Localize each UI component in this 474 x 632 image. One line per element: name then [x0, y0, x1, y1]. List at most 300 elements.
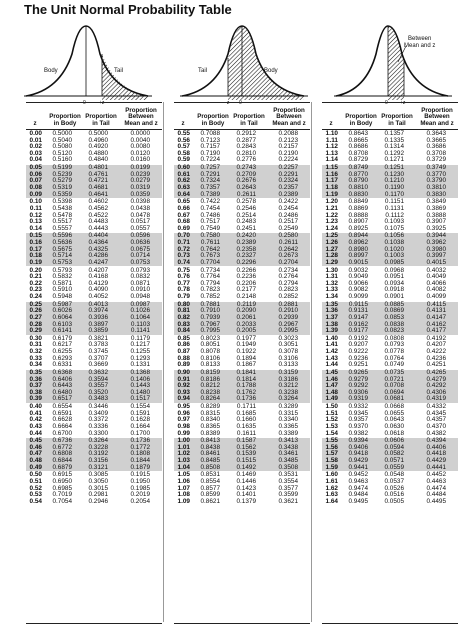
cell-body: 0.8770	[348, 170, 368, 178]
cell-body: 0.5636	[52, 239, 72, 247]
cell-z: 0.98	[177, 422, 190, 430]
cell-tail: 0.4052	[88, 293, 108, 300]
cell-tail: 0.1611	[236, 429, 256, 437]
cell-tail: 0.1170	[384, 190, 404, 198]
cell-body: 0.7580	[200, 232, 220, 240]
cell-between: 0.3907	[426, 218, 446, 226]
cell-body: 0.6293	[52, 354, 72, 362]
cell-z: 0.52	[29, 484, 42, 492]
cell-tail: 0.0505	[384, 497, 404, 505]
cell-tail: 0.1335	[384, 136, 404, 144]
cell-body: 0.7324	[200, 177, 220, 185]
header-z: z	[33, 119, 37, 127]
cell-body: 0.7019	[52, 491, 72, 499]
table-row	[174, 260, 310, 267]
cell-z: 0.26	[29, 307, 42, 315]
cell-tail: 0.3050	[88, 478, 108, 486]
cell-between: 0.3315	[278, 409, 298, 417]
cell-z: 0.16	[29, 239, 42, 247]
cell-z: 1.32	[325, 279, 338, 287]
cell-between: 0.0675	[130, 245, 150, 253]
cell-between: 0.0279	[130, 177, 150, 185]
table-row	[26, 157, 162, 164]
cell-tail: 0.4325	[88, 245, 108, 253]
cell-z: 0.83	[177, 320, 190, 328]
cell-between: 0.4357	[426, 416, 446, 424]
cell-body: 0.6808	[52, 450, 72, 458]
cell-z: 1.30	[325, 266, 338, 274]
cell-body: 0.6141	[52, 327, 72, 335]
cell-tail: 0.1401	[236, 491, 256, 499]
cell-z: 1.34	[325, 293, 338, 300]
cell-body: 0.6915	[52, 471, 72, 479]
table-row	[26, 192, 162, 199]
cell-z: 0.43	[29, 422, 42, 430]
cell-between: 0.2611	[278, 239, 298, 247]
cell-z: 0.58	[177, 149, 190, 157]
cell-between: 0.3810	[426, 183, 446, 191]
cell-z: 1.27	[325, 245, 338, 253]
cell-between: 0.2881	[278, 300, 298, 308]
cell-z: 1.45	[325, 368, 338, 376]
cell-between: 0.1950	[130, 478, 150, 486]
cell-z: 0.40	[29, 403, 42, 411]
cell-body: 0.9429	[348, 457, 368, 465]
cell-body: 0.8944	[348, 232, 368, 240]
cell-between: 0.3186	[278, 375, 298, 383]
cell-z: 0.14	[29, 224, 42, 232]
cell-body: 0.8508	[200, 463, 220, 471]
cell-body: 0.7852	[200, 293, 220, 300]
cell-tail: 0.2389	[236, 239, 256, 247]
cell-between: 0.3508	[278, 463, 298, 471]
normal-curve-between	[332, 20, 472, 106]
cell-body: 0.8599	[200, 491, 220, 499]
cell-tail: 0.1423	[236, 484, 256, 492]
cell-between: 0.4015	[426, 258, 446, 266]
table-rows	[26, 131, 162, 505]
cell-z: 0.36	[29, 375, 42, 383]
cell-body: 0.9131	[348, 307, 368, 315]
cell-body: 0.6772	[52, 443, 72, 451]
cell-body: 0.8531	[200, 471, 220, 479]
cell-body: 0.8962	[348, 239, 368, 247]
cell-body: 0.9357	[348, 416, 368, 424]
cell-body: 0.9279	[348, 375, 368, 383]
table-row	[174, 396, 310, 403]
cell-body: 0.5871	[52, 279, 72, 287]
cell-between: 0.0636	[130, 239, 150, 247]
cell-body: 0.6026	[52, 307, 72, 315]
cell-z: 0.46	[29, 443, 42, 451]
cell-between: 0.3749	[426, 164, 446, 172]
cell-between: 0.4495	[426, 497, 446, 505]
cell-tail: 0.4286	[88, 252, 108, 260]
cell-z: 0.09	[29, 190, 42, 198]
cell-tail: 0.4602	[88, 198, 108, 206]
cell-body: 0.7389	[200, 190, 220, 198]
cell-tail: 0.1587	[236, 437, 256, 445]
cell-between: 0.1141	[130, 327, 150, 335]
cell-z: 0.00	[29, 130, 42, 137]
cell-z: 0.42	[29, 416, 42, 424]
cell-tail: 0.3632	[88, 368, 108, 376]
cell-tail: 0.2946	[88, 497, 108, 505]
cell-tail: 0.2061	[236, 313, 256, 321]
cell-between: 0.0793	[130, 266, 150, 274]
cell-body: 0.7123	[200, 136, 220, 144]
cell-body: 0.9049	[348, 273, 368, 281]
cell-z: 1.57	[325, 450, 338, 458]
cell-body: 0.8078	[200, 348, 220, 356]
cell-between: 0.0517	[130, 218, 150, 226]
cell-tail: 0.4840	[88, 156, 108, 164]
cell-tail: 0.1357	[384, 130, 404, 137]
cell-z: 1.24	[325, 224, 338, 232]
cell-z: 1.35	[325, 300, 338, 308]
cell-between: 0.2088	[278, 130, 298, 137]
cell-body: 0.7257	[200, 164, 220, 172]
table-bottom-rule	[322, 623, 458, 624]
cell-between: 0.2734	[278, 266, 298, 274]
cell-z: 0.37	[29, 382, 42, 390]
cell-tail: 0.0681	[384, 395, 404, 403]
cell-between: 0.3289	[278, 403, 298, 411]
cell-between: 0.1915	[130, 471, 150, 479]
cell-between: 0.2123	[278, 136, 298, 144]
cell-body: 0.5596	[52, 232, 72, 240]
cell-tail: 0.1190	[384, 183, 404, 191]
cell-z: 0.48	[29, 457, 42, 465]
cell-z: 0.17	[29, 245, 42, 253]
cell-z: 0.33	[29, 354, 42, 362]
cell-between: 0.3159	[278, 368, 298, 376]
cell-z: 1.15	[325, 164, 338, 172]
cell-z: 0.67	[177, 211, 190, 219]
cell-z: 0.79	[177, 293, 190, 300]
cell-body: 0.9236	[348, 354, 368, 362]
cell-between: 0.2517	[278, 218, 298, 226]
cell-tail: 0.3897	[88, 320, 108, 328]
cell-z: 1.58	[325, 457, 338, 465]
cell-body: 0.8365	[200, 422, 220, 430]
cell-tail: 0.0853	[384, 313, 404, 321]
cell-body: 0.9394	[348, 437, 368, 445]
cell-body: 0.8830	[348, 190, 368, 198]
cell-tail: 0.0668	[384, 403, 404, 411]
cell-tail: 0.0548	[384, 471, 404, 479]
cell-z: 0.60	[177, 164, 190, 172]
table-row	[26, 499, 162, 506]
cell-z: 1.16	[325, 170, 338, 178]
cell-z: 1.14	[325, 156, 338, 164]
cell-between: 0.0948	[130, 293, 150, 300]
cell-z: 1.28	[325, 252, 338, 260]
curve-label-plus-z: +z	[400, 100, 406, 106]
cell-tail: 0.4364	[88, 239, 108, 247]
cell-z: 0.22	[29, 279, 42, 287]
table-row	[322, 226, 458, 233]
cell-body: 0.8461	[200, 450, 220, 458]
cell-tail: 0.1112	[385, 211, 404, 219]
cell-body: 0.7291	[200, 170, 220, 178]
cell-z: 1.07	[177, 484, 190, 492]
cell-between: 0.4032	[426, 266, 446, 274]
cell-tail: 0.3015	[88, 484, 108, 492]
curve-label-zero: 0	[239, 100, 242, 106]
cell-z: 0.59	[177, 156, 190, 164]
cell-body: 0.9292	[348, 382, 368, 390]
cell-tail: 0.1075	[384, 224, 404, 232]
cell-body: 0.7190	[200, 149, 220, 157]
cell-z: 1.01	[177, 443, 190, 451]
cell-tail: 0.0808	[384, 334, 404, 342]
cell-z: 0.68	[177, 218, 190, 226]
cell-body: 0.6368	[52, 368, 72, 376]
cell-between: 0.4049	[426, 273, 446, 281]
cell-z: 1.63	[325, 491, 338, 499]
cell-body: 0.6406	[52, 375, 72, 383]
cell-tail: 0.4880	[88, 149, 108, 157]
cell-body: 0.9418	[348, 450, 368, 458]
cell-between: 0.0319	[130, 183, 150, 191]
cell-tail: 0.4960	[88, 136, 108, 144]
table-header	[174, 102, 310, 130]
cell-between: 0.2794	[278, 279, 298, 287]
table-row	[26, 294, 162, 301]
cell-body: 0.7224	[200, 156, 220, 164]
cell-body: 0.5160	[52, 156, 72, 164]
cell-z: 1.50	[325, 403, 338, 411]
cell-between: 0.0398	[130, 198, 150, 206]
cell-z: 1.06	[177, 478, 190, 486]
cell-tail: 0.3783	[88, 341, 108, 349]
cell-body: 0.9495	[348, 497, 368, 505]
cell-between: 0.3238	[278, 388, 298, 396]
cell-body: 0.9147	[348, 313, 368, 321]
table-row	[174, 431, 310, 438]
cell-tail: 0.2776	[236, 156, 256, 164]
table-row	[322, 499, 458, 506]
cell-body: 0.8643	[348, 130, 368, 137]
cell-body: 0.9463	[348, 478, 368, 486]
cell-tail: 0.3085	[88, 471, 108, 479]
cell-tail: 0.4404	[88, 232, 108, 240]
cell-z: 0.47	[29, 450, 42, 458]
cell-tail: 0.1210	[384, 177, 404, 185]
cell-z: 1.23	[325, 218, 338, 226]
cell-body: 0.6844	[52, 457, 72, 465]
cell-z: 0.61	[177, 170, 190, 178]
cell-tail: 0.3300	[88, 429, 108, 437]
cell-body: 0.7088	[200, 130, 220, 137]
cell-tail: 0.1736	[236, 395, 256, 403]
cell-body: 0.7157	[200, 143, 220, 151]
curve-label-tail: Tail	[198, 68, 208, 74]
cell-body: 0.7054	[52, 497, 72, 505]
cell-tail: 0.3974	[88, 307, 108, 315]
cell-z: 0.23	[29, 286, 42, 294]
cell-body: 0.7673	[200, 252, 220, 260]
cell-between: 0.2422	[278, 198, 298, 206]
cell-tail: 0.1814	[236, 375, 256, 383]
cell-z: 0.44	[29, 429, 42, 437]
cell-tail: 0.2148	[236, 293, 256, 300]
cell-body: 0.7611	[200, 239, 220, 247]
cell-between: 0.4115	[426, 300, 446, 308]
cell-body: 0.6628	[52, 416, 72, 424]
cell-between: 0.3869	[426, 204, 446, 212]
cell-between: 0.2704	[278, 258, 298, 266]
cell-z: 1.31	[325, 273, 338, 281]
cell-body: 0.8238	[200, 388, 220, 396]
cell-between: 0.3665	[426, 136, 446, 144]
cell-tail: 0.0918	[384, 286, 404, 294]
cell-body: 0.8159	[200, 368, 220, 376]
cell-body: 0.7967	[200, 320, 220, 328]
cell-tail: 0.1894	[236, 354, 256, 362]
cell-body: 0.6443	[52, 382, 72, 390]
cell-body: 0.5319	[52, 183, 72, 191]
cell-between: 0.1443	[130, 382, 150, 390]
cell-between: 0.3577	[278, 484, 298, 492]
cell-z: 0.28	[29, 320, 42, 328]
cell-z: 0.39	[29, 395, 42, 403]
cell-between: 0.4452	[426, 471, 446, 479]
cell-between: 0.1628	[130, 416, 150, 424]
cell-between: 0.3340	[278, 416, 298, 424]
cell-z: 0.45	[29, 437, 42, 445]
cell-z: 0.18	[29, 252, 42, 260]
cell-between: 0.2967	[278, 320, 298, 328]
cell-tail: 0.1922	[236, 348, 256, 356]
cell-tail: 0.0885	[384, 300, 404, 308]
cell-between: 0.3461	[278, 450, 298, 458]
cell-between: 0.2454	[278, 204, 298, 212]
cell-tail: 0.2843	[236, 143, 256, 151]
cell-tail: 0.1230	[384, 170, 404, 178]
cell-between: 0.4319	[426, 395, 446, 403]
cell-tail: 0.1469	[236, 471, 256, 479]
table-row	[322, 465, 458, 472]
cell-body: 0.8438	[200, 443, 220, 451]
cell-tail: 0.2810	[236, 149, 256, 157]
cell-z: 0.76	[177, 273, 190, 281]
cell-tail: 0.0901	[384, 293, 404, 300]
cell-between: 0.4484	[426, 491, 446, 499]
cell-body: 0.9066	[348, 279, 368, 287]
cell-between: 0.4382	[426, 429, 446, 437]
header-tail: Proportion in Tail	[381, 113, 413, 127]
cell-body: 0.7881	[200, 300, 220, 308]
cell-tail: 0.1515	[236, 457, 256, 465]
cell-body: 0.6700	[52, 429, 72, 437]
cell-z: 0.04	[29, 156, 42, 164]
cell-between: 0.0832	[130, 273, 150, 281]
cell-between: 0.3106	[278, 354, 298, 362]
cell-between: 0.2910	[278, 307, 298, 315]
cell-tail: 0.0823	[384, 327, 404, 335]
cell-between: 0.2852	[278, 293, 298, 300]
normal-curve-right-tail	[20, 20, 160, 106]
cell-z: 0.72	[177, 245, 190, 253]
cell-z: 0.21	[29, 273, 42, 281]
cell-tail: 0.1867	[236, 361, 256, 369]
table-row	[322, 294, 458, 301]
cell-z: 0.32	[29, 348, 42, 356]
cell-between: 0.0160	[130, 156, 150, 164]
table-row	[322, 157, 458, 164]
cell-z: 0.80	[177, 300, 190, 308]
cell-tail: 0.2090	[236, 307, 256, 315]
cell-body: 0.9319	[348, 395, 368, 403]
cell-z: 1.26	[325, 239, 338, 247]
cell-z: 1.48	[325, 388, 338, 396]
cell-between: 0.1517	[130, 395, 150, 403]
cell-tail: 0.0559	[384, 463, 404, 471]
cell-z: 1.64	[325, 497, 338, 505]
cell-tail: 0.1788	[236, 382, 256, 390]
cell-body: 0.9207	[348, 341, 368, 349]
table-row	[26, 328, 162, 335]
cell-z: 1.60	[325, 471, 338, 479]
cell-body: 0.6591	[52, 409, 72, 417]
cell-between: 0.2549	[278, 224, 298, 232]
table-row	[174, 226, 310, 233]
cell-body: 0.6664	[52, 422, 72, 430]
cell-tail: 0.0694	[384, 388, 404, 396]
cell-between: 0.0359	[130, 190, 150, 198]
cell-z: 1.25	[325, 232, 338, 240]
header-tail: Proportion in Tail	[85, 113, 117, 127]
cell-tail: 0.3228	[88, 443, 108, 451]
cell-z: 0.03	[29, 149, 42, 157]
cell-body: 0.9382	[348, 429, 368, 437]
cell-z: 1.00	[177, 437, 190, 445]
cell-between: 0.3365	[278, 422, 298, 430]
column-divider	[163, 102, 164, 622]
cell-tail: 0.2358	[236, 245, 256, 253]
cell-body: 0.6255	[52, 348, 72, 356]
cell-z: 0.99	[177, 429, 190, 437]
table-row	[26, 260, 162, 267]
cell-between: 0.0199	[130, 164, 150, 172]
cell-between: 0.3790	[426, 177, 446, 185]
cell-body: 0.8264	[200, 395, 220, 403]
cell-tail: 0.1379	[236, 497, 256, 505]
cell-tail: 0.2420	[236, 232, 256, 240]
cell-between: 0.3729	[426, 156, 446, 164]
cell-body: 0.7995	[200, 327, 220, 335]
cell-body: 0.6950	[52, 478, 72, 486]
cell-tail: 0.2709	[236, 170, 256, 178]
header-between: Proportion Between Mean and z	[420, 106, 454, 127]
cell-tail: 0.2177	[236, 286, 256, 294]
cell-tail: 0.4443	[88, 224, 108, 232]
cell-tail: 0.1003	[384, 252, 404, 260]
cell-tail: 0.2611	[236, 190, 256, 198]
between-shade	[388, 26, 404, 100]
cell-between: 0.4131	[426, 307, 446, 315]
cell-between: 0.3980	[426, 245, 446, 253]
curve-label-zero: 0	[385, 100, 388, 106]
cell-between: 0.3621	[278, 497, 298, 505]
cell-tail: 0.4641	[88, 190, 108, 198]
cell-z: 0.34	[29, 361, 42, 369]
bell-curve	[26, 26, 148, 96]
cell-tail: 0.0655	[384, 409, 404, 417]
table-row	[322, 328, 458, 335]
